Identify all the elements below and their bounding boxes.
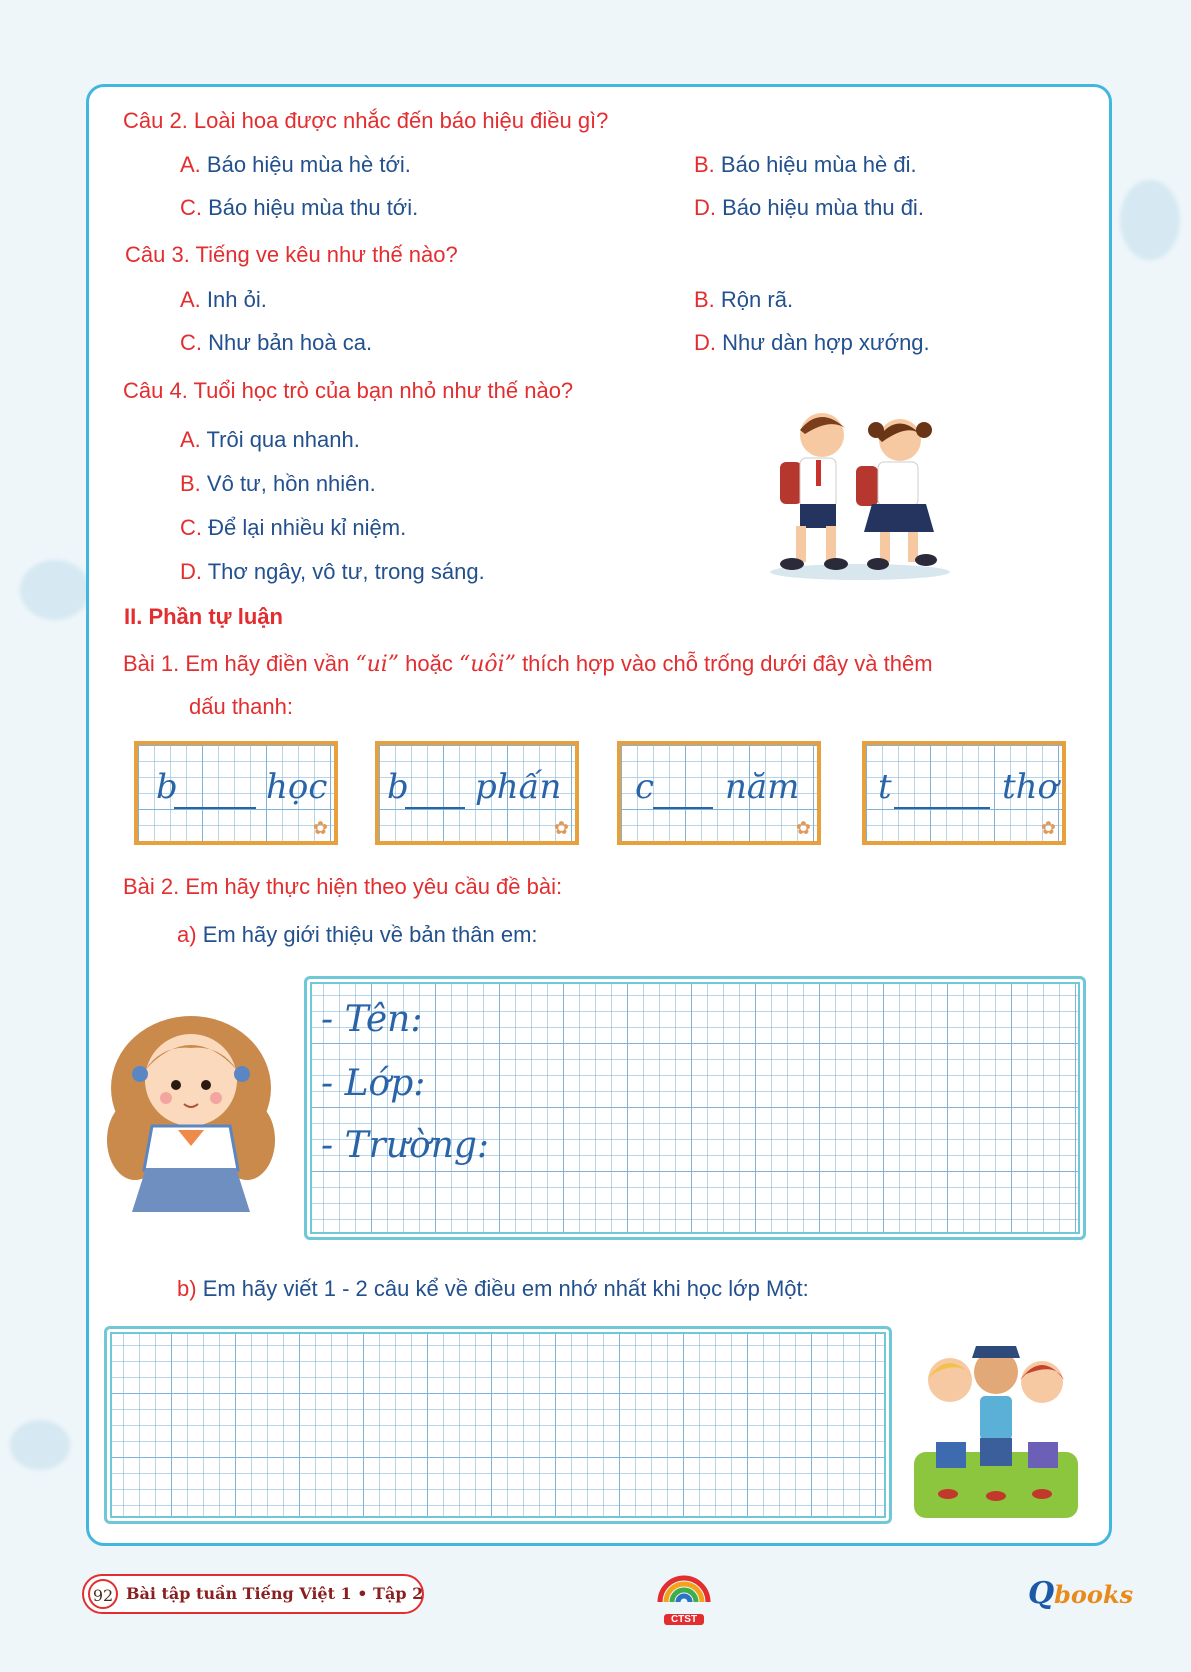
question-4-option-c: C. Để lại nhiều kỉ niệm.	[180, 515, 407, 540]
word-end: học	[266, 767, 328, 807]
word-start: c	[635, 767, 655, 807]
rainbow-logo-icon	[654, 1564, 714, 1604]
question-4-option-d: D. Thơ ngây, vô tư, trong sáng.	[180, 559, 485, 584]
question-2-option-d: D. Báo hiệu mùa thu đi.	[694, 195, 924, 220]
question-2-prompt: Câu 2. Loài hoa được nhắc đến báo hiệu điều gì?	[123, 108, 609, 133]
background-decoration	[20, 560, 90, 620]
answer-blank[interactable]	[653, 807, 713, 809]
fill-word-box[interactable]	[375, 741, 579, 845]
question-3-option-b: B. Rộn rã.	[694, 287, 794, 312]
task-2a-instruction: a) Em hãy giới thiệu về bản thân em:	[177, 922, 538, 947]
answer-blank[interactable]	[894, 807, 990, 809]
publisher-badge: CTST	[664, 1614, 704, 1625]
running-students-illustration	[760, 400, 960, 585]
self-introduction-writing-area[interactable]	[304, 976, 1086, 1240]
answer-blank[interactable]	[405, 807, 465, 809]
question-4-prompt: Câu 4. Tuổi học trò của bạn nhỏ như thế nào?	[123, 378, 574, 403]
flower-icon: ✿	[1040, 818, 1056, 838]
word-end: thơ	[1002, 767, 1059, 807]
book-title: Bài tập tuần Tiếng Việt 1 • Tập 2	[126, 1584, 424, 1603]
flower-icon: ✿	[553, 818, 569, 838]
answer-blank[interactable]	[174, 807, 256, 809]
question-2-option-a: A. Báo hiệu mùa hè tới.	[180, 152, 411, 177]
kids-group-illustration	[914, 1322, 1078, 1518]
background-decoration	[10, 1420, 70, 1470]
fill-word-box[interactable]	[617, 741, 821, 845]
question-3-option-c: C. Như bản hoà ca.	[180, 330, 373, 355]
question-3-prompt: Câu 3. Tiếng ve kêu như thế nào?	[125, 242, 458, 267]
word-start: t	[878, 767, 892, 807]
question-4-option-a: A. Trôi qua nhanh.	[180, 427, 360, 452]
word-start: b	[156, 767, 178, 807]
form-line-class: - Lớp:	[321, 1063, 426, 1104]
fill-word-box[interactable]	[862, 741, 1066, 845]
form-line-school: - Trường:	[321, 1125, 490, 1166]
task-1-instruction: Bài 1. Em hãy điền vần “ui” hoặc “uôi” thích hợp vào chỗ trống dưới đây và thêm	[123, 651, 933, 677]
word-end: năm	[725, 767, 800, 807]
flower-icon: ✿	[312, 818, 328, 838]
word-end: phấn	[475, 767, 562, 807]
question-2-option-c: C. Báo hiệu mùa thu tới.	[180, 195, 419, 220]
page-number: 92	[88, 1579, 118, 1609]
form-line-name: - Tên:	[321, 999, 423, 1040]
question-3-option-d: D. Như dàn hợp xướng.	[694, 330, 930, 355]
girl-illustration	[100, 1000, 282, 1215]
task-2b-instruction: b) Em hãy viết 1 - 2 câu kể về điều em nhớ nhất khi học lớp Một:	[177, 1276, 809, 1301]
section-title: II. Phần tự luận	[124, 604, 283, 629]
flower-icon: ✿	[795, 818, 811, 838]
fill-word-box[interactable]	[134, 741, 338, 845]
background-decoration	[1120, 180, 1180, 260]
question-4-option-b: B. Vô tư, hồn nhiên.	[180, 471, 376, 496]
word-start: b	[387, 767, 409, 807]
question-3-option-a: A. Inh ỏi.	[180, 287, 267, 312]
footer-book-badge	[82, 1574, 424, 1614]
qbooks-logo: Qbooks	[1028, 1576, 1134, 1611]
task-1-instruction-line2: dấu thanh:	[189, 694, 293, 719]
memory-writing-area[interactable]	[104, 1326, 892, 1524]
question-2-option-b: B. Báo hiệu mùa hè đi.	[694, 152, 917, 177]
task-2-instruction: Bài 2. Em hãy thực hiện theo yêu cầu đề bài:	[123, 874, 563, 899]
